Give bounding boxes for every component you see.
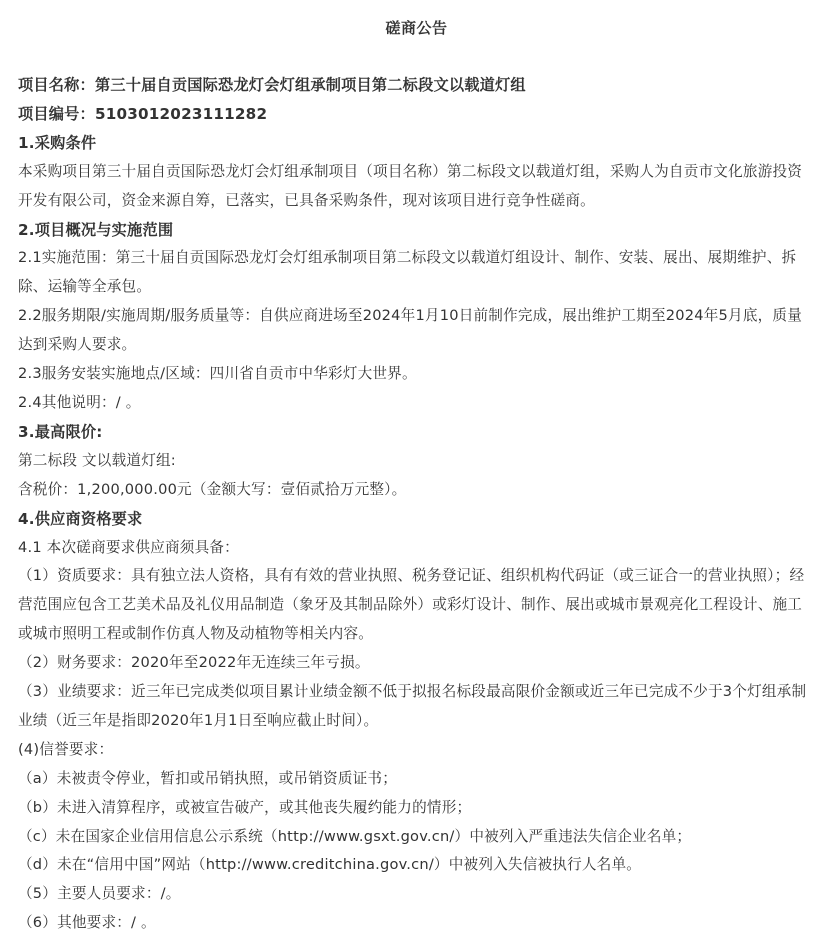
project-name-value: 第三十届自贡国际恐龙灯会灯组承制项目第二标段文以载道灯组 (94, 76, 526, 94)
requirement-credit-b: （b）未进入清算程序，或被宣告破产，或其他丧失履约能力的情形； (18, 798, 472, 816)
requirement-credit-c: （c）未在国家企业信用信息公示系统（http://www.gsxt.gov.cn/）中被列入严重违法失信企业名单； (18, 827, 692, 845)
page-title: 磋商公告 (385, 19, 448, 37)
section-heading-project-overview: 2.项目概况与实施范围 (18, 220, 174, 239)
requirement-personnel: （5）主要人员要求：/。 (18, 885, 181, 903)
requirement-qualification: （1）资质要求：具有独立法人资格，具有有效的营业执照、税务登记证、组织机构代码证（或三证合一的营业执照）；经营范围应包含工艺美术品及礼仪用品制造（象牙及其制品除外）或彩灯设计、制作、展出或城市景观亮化工程设计、施工或城市照明工程或制作仿真人物及动植物等相关内容。 (18, 567, 805, 643)
scope-text: 2.1实施范围：第三十届自贡国际恐龙灯会灯组承制项目第二标段文以载道灯组设计、制作、安装、展出、展期维护、拆除、运输等全承包。 (18, 249, 797, 296)
procurement-conditions-text: 本采购项目第三十届自贡国际恐龙灯会灯组承制项目（项目名称）第二标段文以载道灯组，采购人为自贡市文化旅游投资开发有限公司，资金来源自筹，已落实，已具备采购条件，现对该项目进行竞争性磋商。 (18, 162, 803, 209)
project-name (18, 71, 815, 100)
service-period-text: 2.2服务期限/实施周期/服务质量等：自供应商进场至2024年1月10日前制作完成，展出维护工期至2024年5月底，质量达到采购人要求。 (18, 307, 802, 354)
lot-name-text: 第二标段 文以载道灯组: (18, 451, 176, 469)
requirement-other: （6）其他要求：/ 。 (18, 914, 156, 932)
requirement-credit-d: （d）未在“信用中国”网站（http://www.creditchina.gov.cn/）中被列入失信被执行人名单。 (18, 856, 642, 874)
section-heading-supplier-qualification: 4.供应商资格要求 (18, 509, 143, 528)
project-number-value: 510301202311128​2 (94, 104, 268, 123)
section-heading-procurement-conditions: 1.采购条件 (18, 133, 97, 152)
project-number-label: 项目编号： (18, 104, 95, 123)
requirement-financial: （2）财务要求：2020年至2022年无连续三年亏损。 (18, 654, 370, 672)
project-number (18, 100, 815, 129)
requirement-performance: （3）业绩要求：近三年已完成类似项目累计业绩金额不低于拟报名标段最高限价金额或近三年已完成不少于3个灯组承制业绩（近三年是指即2020年1月1日至响应截止时间）。 (18, 683, 807, 729)
other-notes-text: 2.4其他说明：/ 。 (18, 393, 141, 411)
requirement-credit: (4)信誉要求： (18, 740, 114, 758)
project-name-label: 项目名称： (18, 76, 95, 94)
price-text: 含税价：1,200,000.00元（金额大写：壹佰贰拾万元整）。 (18, 480, 407, 498)
qualification-intro: 4.1 本次磋商要求供应商须具备： (18, 538, 239, 556)
service-location-text: 2.3服务安装实施地点/区域：四川省自贡市中华彩灯大世界。 (18, 365, 417, 383)
requirement-credit-a: （a）未被责令停业，暂扣或吊销执照，或吊销资质证书； (18, 769, 397, 787)
section-heading-price-limit: 3.最高限价: (18, 422, 103, 441)
